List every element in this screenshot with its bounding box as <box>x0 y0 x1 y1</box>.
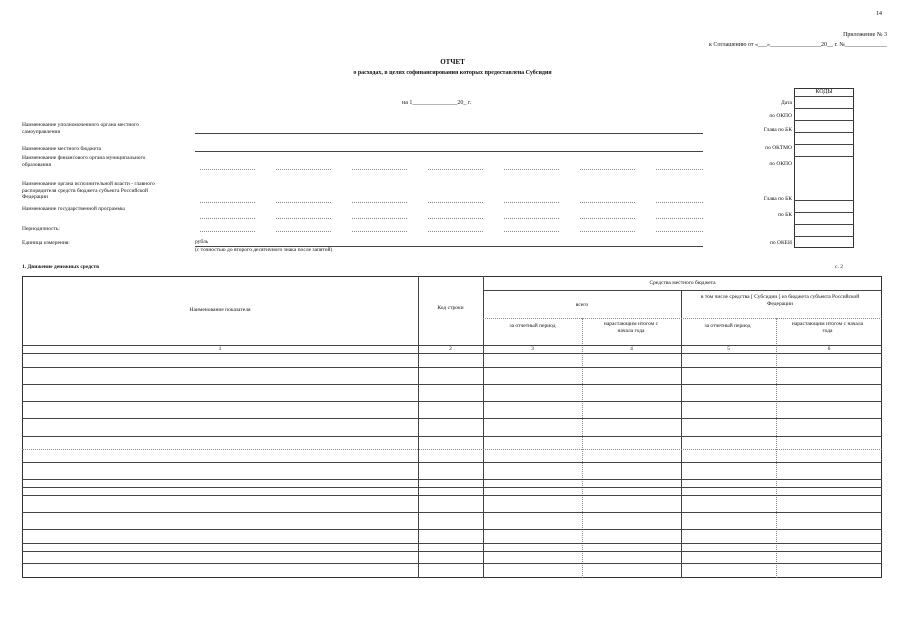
cash-flow-table <box>22 276 882 578</box>
col-header-code: Код строки <box>437 305 464 311</box>
sub-header-subsidy: в том числе средства [ Субсидии ] из бюджета субъекта Российской Федерации <box>700 294 860 307</box>
form-label-periodicity: Периодичность: <box>22 226 60 232</box>
code-label-glava-2: Глава по БК <box>763 196 792 202</box>
code-label-okei: по ОКЕИ <box>769 240 792 246</box>
form-label-budget: Наименование местного бюджета <box>22 146 101 152</box>
appendix-label: Приложение № 3 <box>843 32 887 38</box>
form-label-unit: Единица измерения: <box>22 240 70 246</box>
code-label-oktmo: по ОКТМО <box>765 145 792 151</box>
section-page: с. 2 <box>835 264 843 270</box>
agreement-reference: к Соглашению от «___»_________________20__ г. №______________ <box>709 42 887 48</box>
col-number-2: 2 <box>449 346 452 352</box>
form-label-finance-body: Наименование финансового органа муниципального образования <box>22 155 146 168</box>
form-label-authority: Наименование уполномоченного органа местного самоуправления <box>22 122 139 135</box>
code-label-okpo-2: по ОКПО <box>769 161 792 167</box>
form-value-unit: рубль <box>195 239 209 245</box>
col-header-cumulative-1: нарастающим итогом с начала года <box>603 321 659 334</box>
code-label-bk: по БК <box>778 212 792 218</box>
col-number-3: 3 <box>531 346 534 352</box>
col-number-4: 4 <box>630 346 633 352</box>
col-header-period-2: за отчетный период <box>704 323 751 329</box>
report-date: на 1_______________20_ г. <box>402 100 472 106</box>
form-label-program: Наименование государственной программы <box>22 206 125 212</box>
group-header-local-budget: Средства местного бюджета <box>649 280 716 286</box>
precision-note: (с точностью до второго десятичного знака после запятой) <box>195 247 333 253</box>
section-title: 1. Движение денежных средств <box>22 264 100 270</box>
codes-header: КОДЫ <box>815 89 833 95</box>
col-number-5: 5 <box>727 346 730 352</box>
report-subtitle: о расходах, в целях софинансирования которых предоставлена Субсидия <box>353 70 552 76</box>
col-header-indicator: Наименование показателя <box>189 307 251 313</box>
code-label-glava-1: Глава по БК <box>763 127 792 133</box>
col-header-cumulative-2: нарастающим итогом с начала года <box>791 321 864 334</box>
code-label-date: Дата <box>781 100 792 106</box>
col-header-period-1: за отчетный период <box>509 323 556 329</box>
form-label-executive-body: Наименование органа исполнительной власти - главного распорядителя средств бюджета субъекта Российской Федерации <box>22 181 155 200</box>
report-title: ОТЧЕТ <box>440 58 465 66</box>
sub-header-total: всего <box>575 302 589 308</box>
code-label-okpo: по ОКПО <box>769 113 792 119</box>
page-number: 14 <box>876 11 882 17</box>
col-number-6: 6 <box>827 346 831 352</box>
col-number-1: 1 <box>218 346 222 352</box>
